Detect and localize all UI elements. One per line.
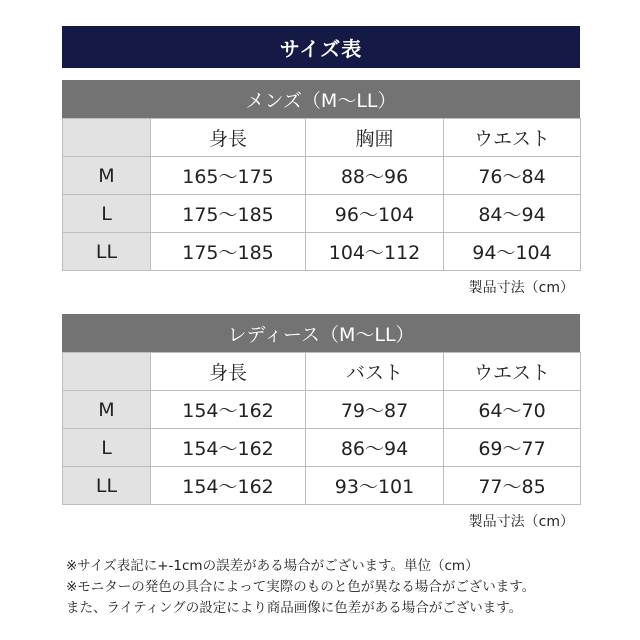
column-header: ウエスト (444, 353, 581, 391)
table-cell: 79～87 (306, 391, 444, 429)
table-cell: 86～94 (306, 429, 444, 467)
column-header: ウエスト (444, 119, 581, 157)
notes (66, 556, 626, 619)
table-cell: 76～84 (444, 157, 581, 195)
table-cell: 84～94 (444, 195, 581, 233)
table-cell: 69～77 (444, 429, 581, 467)
table-cell: 175～185 (151, 195, 306, 233)
table-cell: 94～104 (444, 233, 581, 271)
size-label: L (63, 429, 151, 467)
table-cell: 154～162 (151, 429, 306, 467)
note-line: ※サイズ表記に+-1cmの誤差がある場合がございます。単位（cm） (66, 558, 479, 574)
table-cell: 175～185 (151, 233, 306, 271)
table-row (63, 391, 581, 429)
table-cell: 154～162 (151, 391, 306, 429)
size-label: M (63, 157, 151, 195)
note-line: ※モニターの発色の具合によって実際のものと色が異なる場合がございます。 (66, 579, 536, 595)
table-cell: 88～96 (306, 157, 444, 195)
table-row (63, 195, 581, 233)
mens-size-section (62, 80, 580, 297)
unit-note: 製品寸法（cm） (468, 514, 574, 530)
table-row (63, 157, 581, 195)
table-cell: 77～85 (444, 467, 581, 505)
column-header: 胸囲 (306, 119, 444, 157)
section-heading: メンズ（M～LL） (62, 80, 580, 118)
table-cell: 154～162 (151, 467, 306, 505)
corner-cell (63, 353, 151, 391)
unit-note: 製品寸法（cm） (468, 280, 574, 296)
table-row (63, 233, 581, 271)
section-heading: レディース（M～LL） (62, 314, 580, 352)
corner-cell (63, 119, 151, 157)
column-header: 身長 (151, 353, 306, 391)
column-header: 身長 (151, 119, 306, 157)
table-cell: 96～104 (306, 195, 444, 233)
size-label: L (63, 195, 151, 233)
table-cell: 93～101 (306, 467, 444, 505)
column-header: バスト (306, 353, 444, 391)
table-row (63, 429, 581, 467)
size-table (62, 352, 581, 505)
note-line: また、ライティングの設定により商品画像に色差がある場合がございます。 (66, 600, 523, 616)
table-cell: 165～175 (151, 157, 306, 195)
table-header-row (63, 119, 581, 157)
size-label: LL (63, 233, 151, 271)
table-header-row (63, 353, 581, 391)
size-label: LL (63, 467, 151, 505)
size-table (62, 118, 581, 271)
page-title: サイズ表 (62, 26, 580, 68)
table-row (63, 467, 581, 505)
table-cell: 104～112 (306, 233, 444, 271)
size-label: M (63, 391, 151, 429)
table-cell: 64～70 (444, 391, 581, 429)
ladies-size-section (62, 314, 580, 531)
